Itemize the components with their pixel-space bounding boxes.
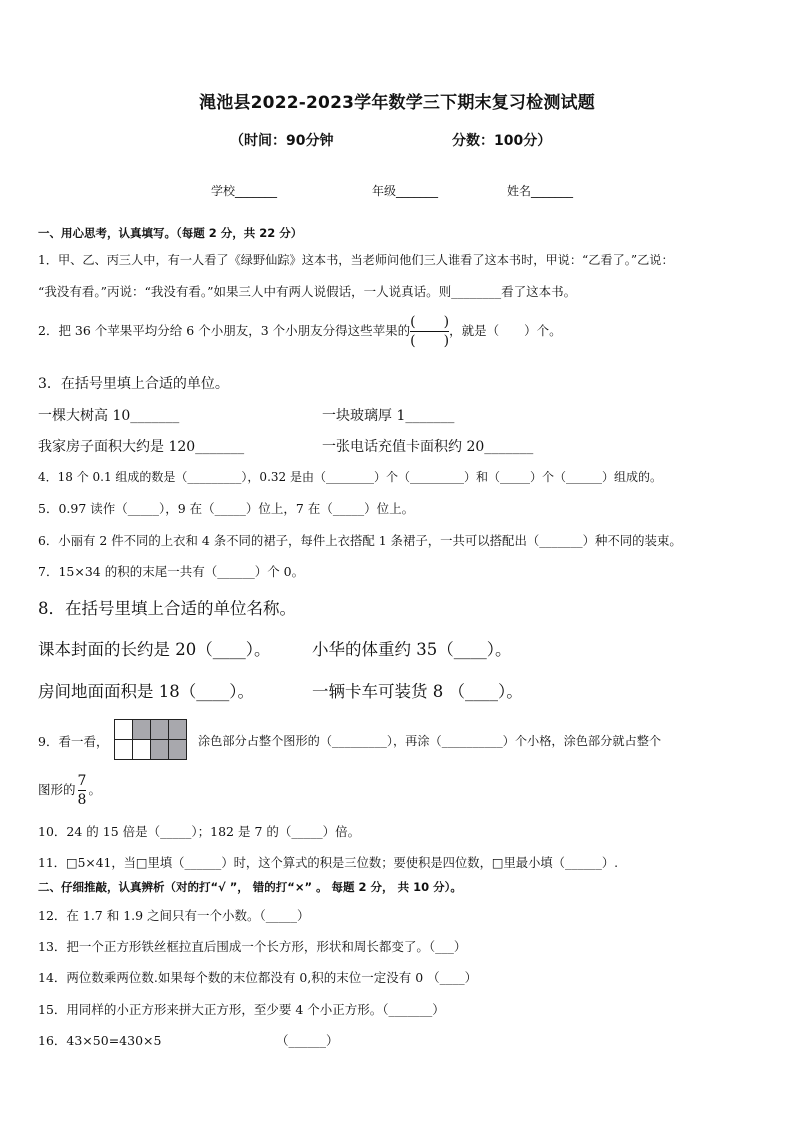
- section-1-heading: 一、用心思考，认真填写。（每题 2 分，共 22 分）: [38, 226, 303, 240]
- question-1-line-2: “我没有看。”丙说：“我没有看。”如果三人中有两人说假话，一人说真话。则________看了这本书。: [38, 284, 577, 299]
- grid-cell-shaded: [169, 720, 187, 740]
- grid-cell: [115, 720, 133, 740]
- fraction-denominator: ( ): [410, 333, 450, 349]
- question-3-item-a: 一棵大树高 10_______: [38, 408, 180, 424]
- name-field: 姓名_______: [507, 184, 574, 198]
- question-6: 6．小丽有 2 件不同的上衣和 4 条不同的裙子，每件上衣搭配 1 条裙子，一共可以搭配出（_______）种不同的装束。: [38, 533, 682, 548]
- fraction-bar: [410, 331, 449, 332]
- exam-title: 渑池县2022-2023学年数学三下期末复习检测试题: [199, 93, 595, 113]
- question-9-end: 。: [88, 782, 101, 797]
- grid-cell-shaded: [133, 720, 151, 740]
- shaded-grid-figure: [114, 719, 187, 760]
- question-4: 4．18 个 0.1 组成的数是（_________），0.32 是由（________）个（_________）和（_____）个（______）组成的。: [38, 470, 662, 484]
- fraction-blank: [410, 315, 449, 348]
- question-9-stem: 9．看一看，: [38, 734, 109, 749]
- question-10: 10．24 的 15 倍是（_____）；182 是 7 的（_____）倍。: [38, 824, 361, 839]
- question-9-line-2-text: 图形的: [38, 782, 76, 797]
- grid-cell-shaded: [151, 740, 169, 760]
- question-3-item-c: 我家房子面积大约是 120_______: [38, 439, 245, 455]
- grid-cell-shaded: [169, 740, 187, 760]
- question-9-line-2: [38, 774, 101, 807]
- fraction-numerator: ( ): [410, 314, 450, 330]
- question-12: 12．在 1.7 和 1.9 之间只有一个小数。（_____）: [38, 908, 310, 923]
- question-8-item-b: 小华的体重约 35（____）。: [312, 640, 512, 659]
- question-8-item-a: 课本封面的长约是 20（____）。: [38, 640, 271, 659]
- question-16-expression: 16．43×50=430×5: [38, 1033, 162, 1048]
- question-8-item-c: 房间地面面积是 18（____）。: [38, 682, 254, 701]
- question-11: 11．□5×41，当□里填（______）时，这个算式的积是三位数；要使积是四位数，□里最小填（______）.: [38, 856, 619, 870]
- grid-cell: [133, 740, 151, 760]
- question-3-item-b: 一块玻璃厚 1_______: [322, 408, 455, 424]
- school-field: 学校_______: [211, 184, 278, 198]
- question-15: 15．用同样的小正方形来拼大正方形，至少要 4 个小正方形。（_______）: [38, 1002, 445, 1017]
- question-13: 13．把一个正方形铁丝框拉直后围成一个长方形，形状和周长都变了。（___）: [38, 939, 467, 954]
- question-5: 5．0.97 读作（_____），9 在（_____）位上，7 在（_____）位上。: [38, 501, 415, 516]
- exam-score: 分数：100分）: [452, 133, 552, 149]
- question-7: 7．15×34 的积的末尾一共有（______）个 0。: [38, 564, 305, 579]
- question-8-stem: 8．在括号里填上合适的单位名称。: [38, 599, 296, 618]
- grade-field: 年级_______: [372, 184, 439, 198]
- question-8-item-d: 一辆卡车可装货 8 （____）。: [312, 682, 523, 701]
- question-16-answer-blank: （______）: [276, 1033, 339, 1048]
- question-1-line-1: 1．甲、乙、丙三人中，有一人看了《绿野仙踪》这本书，当老师问他们三人谁看了这本书时，甲说：“乙看了。”乙说：: [38, 253, 674, 267]
- question-3-stem: 3．在括号里填上合适的单位。: [38, 376, 229, 392]
- grid-cell: [115, 740, 133, 760]
- exam-time: （时间：90分钟: [230, 133, 334, 149]
- question-3-item-d: 一张电话充值卡面积约 20_______: [322, 439, 534, 455]
- grid-cell-shaded: [151, 720, 169, 740]
- question-9-text: 涂色部分占整个图形的（_________），再涂（__________）个小格，涂色部分就占整个: [198, 734, 662, 748]
- fraction-bar: [78, 790, 87, 791]
- question-14: 14．两位数乘两位数.如果每个数的末位都没有 0,积的末位一定没有 0 （____）: [38, 970, 478, 985]
- fraction-numerator: 7: [77, 773, 87, 789]
- question-2-tail: ，就是（ ）个。: [449, 323, 562, 338]
- fraction-seven-eighths: [78, 774, 87, 807]
- fraction-denominator: 8: [77, 792, 87, 808]
- question-2-stem: 2．把 36 个苹果平均分给 6 个小朋友，3 个小朋友分得这些苹果的: [38, 323, 411, 338]
- question-2: [38, 315, 562, 348]
- section-2-heading: 二、仔细推敲，认真辨析（对的打“√ ”， 错的打“×” 。 每题 2 分， 共 10 分）。: [38, 880, 462, 894]
